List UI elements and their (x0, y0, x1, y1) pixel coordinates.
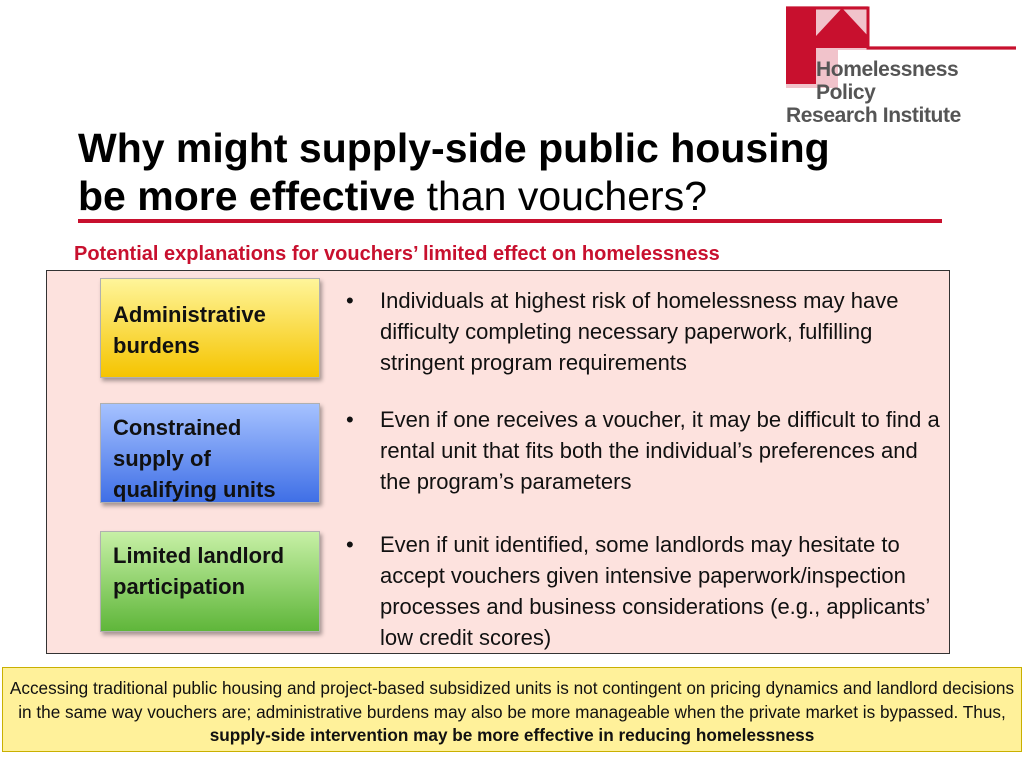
title-underline (78, 219, 942, 223)
conclusion-emphasis: supply-side intervention may be more effective in reducing homelessness (209, 725, 815, 745)
bullet-marker: • (346, 532, 354, 557)
factor-limited-landlord-participation: Limited landlord participation (100, 531, 320, 632)
conclusion-box (2, 667, 1022, 752)
factor-constrained-supply: Constrained supply of qualifying units (100, 403, 320, 503)
page-title (78, 124, 978, 220)
bullet-text: Even if unit identified, some landlords may hesitate to accept vouchers given intensive paperwork/inspection processes and business considerations (e.g., applicants’ low credit scores) (380, 532, 930, 650)
bullet-item (346, 404, 944, 497)
logo-text (786, 58, 1016, 127)
title-emphasis: be more effective (78, 173, 416, 219)
logo-line-2: Research Institute (786, 104, 961, 127)
title-line-1: Why might supply-side public housing (78, 125, 830, 171)
bullet-text: Individuals at highest risk of homelessness may have difficulty completing necessary paperwork, fulfilling stringent program requirements (380, 288, 899, 375)
subtitle: Potential explanations for vouchers’ limited effect on homelessness (74, 243, 720, 265)
logo-line-1: Homelessness Policy (816, 58, 959, 104)
bullet-text: Even if one receives a voucher, it may be difficult to find a rental unit that fits both the individual’s preferences and the program’s parameters (380, 407, 940, 494)
title-rest: than vouchers? (415, 173, 707, 219)
bullet-item (346, 285, 944, 378)
factor-administrative-burdens: Administrative burdens (100, 278, 320, 378)
bullet-item (346, 529, 944, 653)
logo (786, 6, 1016, 127)
bullet-marker: • (346, 407, 354, 432)
title-line-2 (78, 172, 978, 220)
conclusion-text: Accessing traditional public housing and project-based subsidized units is not contingent on pricing dynamics and landlord decisions in the same way vouchers are; administrative burdens may also be more manageable when the private market is bypassed. Thus, (9, 678, 1015, 722)
bullet-marker: • (346, 288, 354, 313)
